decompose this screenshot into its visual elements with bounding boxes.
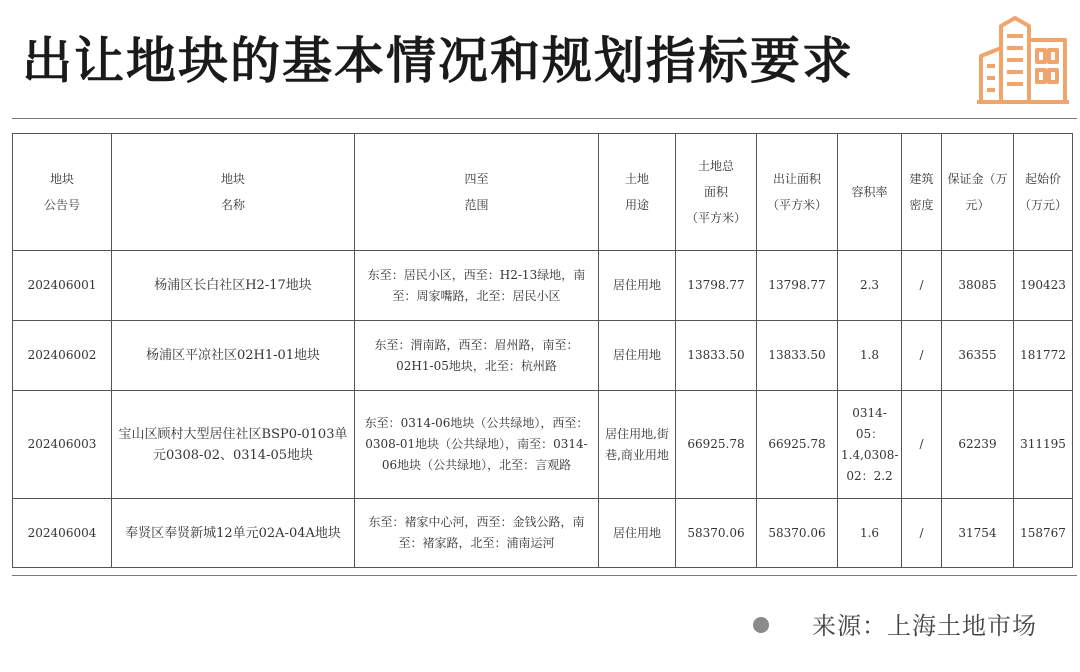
cell-start-price: 158767 [1014,499,1073,568]
cell-deposit: 36355 [942,321,1014,391]
cell-boundary: 东至：居民小区，西至：H2-13绿地，南至：周家嘴路，北至：居民小区 [355,251,599,321]
cell-total-area: 13798.77 [676,251,757,321]
header-text: 用途 [624,198,649,212]
cell-deposit: 38085 [942,251,1014,321]
header-text: 名称 [220,198,245,212]
cell-density: / [902,321,942,391]
top-divider [12,118,1077,119]
header-text: 保证金（万 [947,172,1008,186]
page-title: 出让地块的基本情况和规划指标要求 [22,32,854,90]
table-body [13,251,1073,568]
cell-use: 居住用地,街巷,商业用地 [599,391,676,499]
header-text: （万元） [1018,198,1067,212]
header-text: 土地 [624,172,649,186]
cell-density: / [902,251,942,321]
cell-notice-no: 202406001 [13,251,112,321]
building-icon [975,14,1071,106]
cell-total-area: 58370.06 [676,499,757,568]
header-text: 四至 [464,172,489,186]
cell-notice-no: 202406004 [13,499,112,568]
header-text: （平方米） [685,211,746,225]
header-text: 地块 [49,172,74,186]
header-use [599,134,676,251]
header-text: 公告号 [43,198,80,212]
header-text: 起始价 [1024,172,1061,186]
cell-transfer-area: 13833.50 [757,321,838,391]
header-text: 密度 [909,198,934,212]
cell-transfer-area: 66925.78 [757,391,838,499]
cell-transfer-area: 58370.06 [757,499,838,568]
cell-name: 奉贤区奉贤新城12单元02A-04A地块 [112,499,355,568]
cell-notice-no: 202406003 [13,391,112,499]
cell-use: 居住用地 [599,321,676,391]
cell-start-price: 181772 [1014,321,1073,391]
cell-density: / [902,391,942,499]
cell-boundary: 东至：0314-06地块（公共绿地），西至：0308-01地块（公共绿地），南至：0314-06地块（公共绿地），北至：言观路 [355,391,599,499]
cell-use: 居住用地 [599,251,676,321]
cell-name: 杨浦区长白社区H2-17地块 [112,251,355,321]
header-start-price [1014,134,1073,251]
header-text: 元） [965,198,990,212]
cell-density: / [902,499,942,568]
bullet-dot-icon [753,617,769,633]
cell-boundary: 东至：渭南路，西至：眉州路，南至：02H1-05地块，北至：杭州路 [355,321,599,391]
cell-far: 1.6 [838,499,902,568]
cell-deposit: 62239 [942,391,1014,499]
cell-name: 宝山区顾村大型居住社区BSP0-0103单元0308-02、0314-05地块 [112,391,355,499]
header-density [902,134,942,251]
header-text: （平方米） [766,198,827,212]
header-name [112,134,355,251]
table-row [13,499,1073,568]
cell-use: 居住用地 [599,499,676,568]
cell-total-area: 13833.50 [676,321,757,391]
cell-transfer-area: 13798.77 [757,251,838,321]
cell-far: 1.8 [838,321,902,391]
cell-start-price: 311195 [1014,391,1073,499]
header-notice-no [13,134,112,251]
header-deposit [942,134,1014,251]
cell-name: 杨浦区平凉社区02H1-01地块 [112,321,355,391]
header-text: 建筑 [909,172,934,186]
land-table [12,133,1073,568]
header-transfer-area [757,134,838,251]
cell-deposit: 31754 [942,499,1014,568]
header-text: 出让面积 [772,172,821,186]
cell-boundary: 东至：褚家中心河，西至：金钱公路，南至：褚家路，北至：浦南运河 [355,499,599,568]
header-text: 土地总 [697,159,734,173]
header-far [838,134,902,251]
cell-total-area: 66925.78 [676,391,757,499]
cell-far: 0314-05：1.4,0308-02：2.2 [838,391,902,499]
cell-notice-no: 202406002 [13,321,112,391]
table-row [13,321,1073,391]
header-text: 容积率 [851,185,888,199]
header-boundary [355,134,599,251]
header-text: 面积 [703,185,728,199]
table-header-row [13,134,1073,251]
header-text: 范围 [464,198,489,212]
header-total-area [676,134,757,251]
table-row [13,391,1073,499]
source-label: 来源：上海土地市场 [812,612,1037,640]
cell-far: 2.3 [838,251,902,321]
cell-start-price: 190423 [1014,251,1073,321]
header-text: 地块 [220,172,245,186]
bottom-divider [12,575,1077,576]
table-row [13,251,1073,321]
